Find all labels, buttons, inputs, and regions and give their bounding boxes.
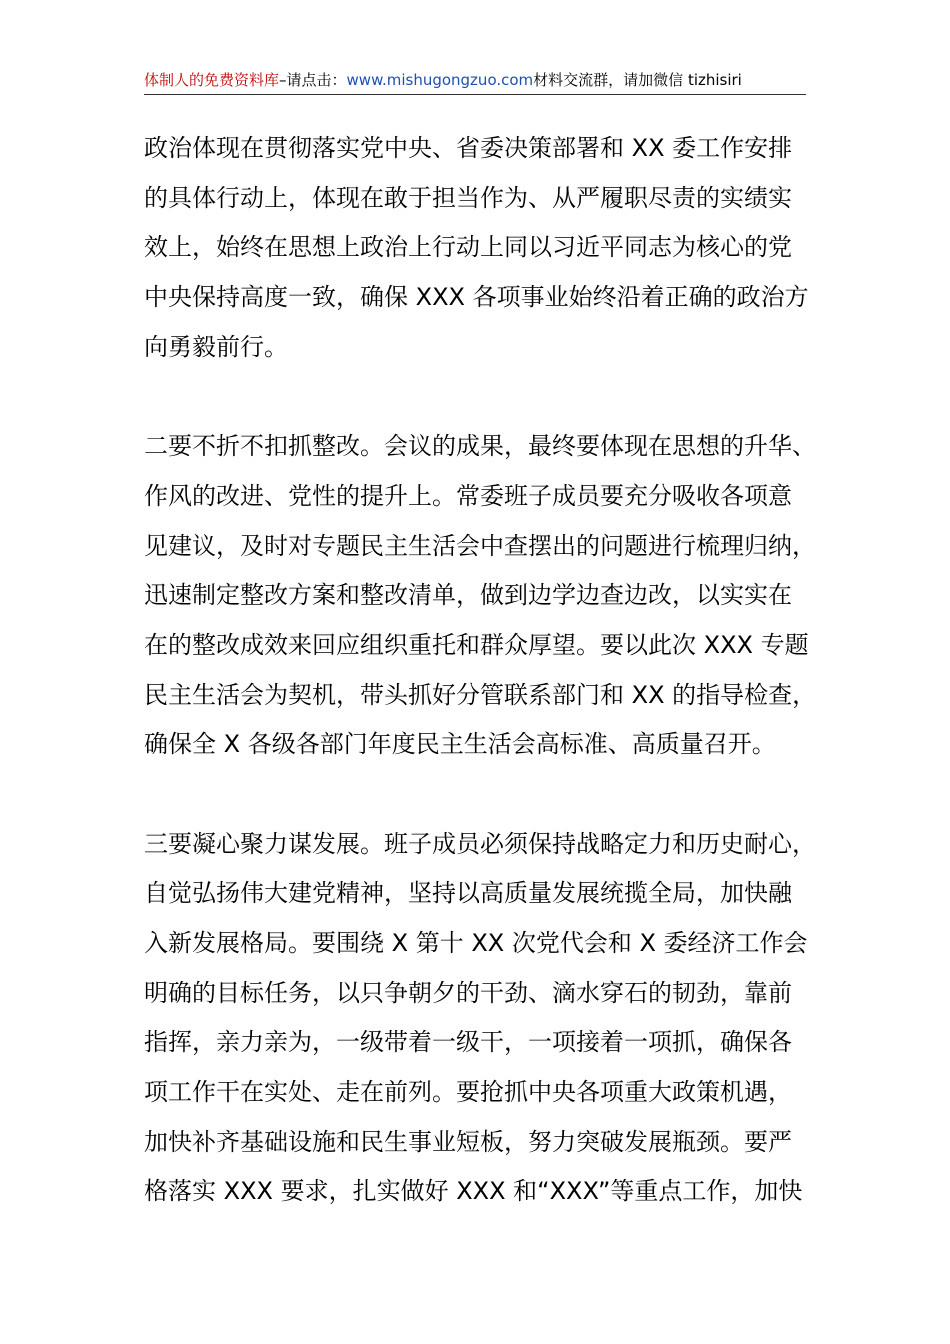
header-contact: 材料交流群，请加微信 tizhisiri [533,71,742,89]
text-line: 民主生活会为契机，带头抓好分管联系部门和 XX 的指导检查， [144,680,817,709]
text-line: 政治体现在贯彻落实党中央、省委决策部署和 XX 委工作安排 [144,134,793,162]
text-line: 确保全 X 各级各部门年度民主生活会高标准、高质量召开。 [144,730,776,759]
paragraph-gap [144,770,816,820]
text-line: 自觉弘扬伟大建党精神，坚持以高质量发展统揽全局，加快融 [144,879,792,908]
text-line: 格落实 XXX 要求，扎实做好 XXX 和“XXX”等重点工作，加快 [144,1177,803,1206]
text-line: 作风的改进、党性的提升上。常委班子成员要充分吸收各项意 [144,481,792,510]
paragraph-gap [144,372,816,422]
paragraph [144,124,816,372]
text-line: 迅速制定整改方案和整改清单，做到边学边查边改，以实实在 [144,581,792,610]
text-line: 在的整改成效来回应组织重托和群众厚望。要以此次 XXX 专题 [144,630,809,659]
paragraph [144,422,816,770]
text-line: 项工作干在实处、走在前列。要抢抓中央各项重大政策机遇， [144,1078,792,1107]
header-brand: 体制人的免费资料库 [144,71,280,89]
text-line: 见建议，及时对专题民主生活会中查摆出的问题进行梳理归纳， [144,531,816,560]
text-line: 明确的目标任务，以只争朝夕的干劲、滴水穿石的韧劲，靠前 [144,978,792,1007]
text-line: 入新发展格局。要围绕 X 第十 XX 次党代会和 X 委经济工作会 [144,929,808,957]
header-prompt: –请点击： [279,71,347,89]
text-line: 效上，始终在思想上政治上行动上同以习近平同志为核心的党 [144,233,792,262]
header-url-link[interactable]: www.mishugongzuo.com [346,71,534,89]
paragraph [144,820,816,1218]
text-line: 指挥，亲力亲为，一级带着一级干，一项接着一项抓，确保各 [144,1028,792,1057]
text-line: 三要凝心聚力谋发展。班子成员必须保持战略定力和历史耐心， [144,829,816,858]
text-line: 中央保持高度一致，确保 XXX 各项事业始终沿着正确的政治方 [144,283,809,312]
text-line: 的具体行动上，体现在敢于担当作为、从严履职尽责的实绩实 [144,183,792,212]
text-line: 向勇毅前行。 [144,332,288,361]
page-header [144,66,806,95]
text-line: 加快补齐基础设施和民生事业短板，努力突破发展瓶颈。要严 [144,1127,792,1156]
text-line: 二要不折不扣抓整改。会议的成果，最终要体现在思想的升华、 [144,432,816,461]
body-text [144,124,816,1217]
